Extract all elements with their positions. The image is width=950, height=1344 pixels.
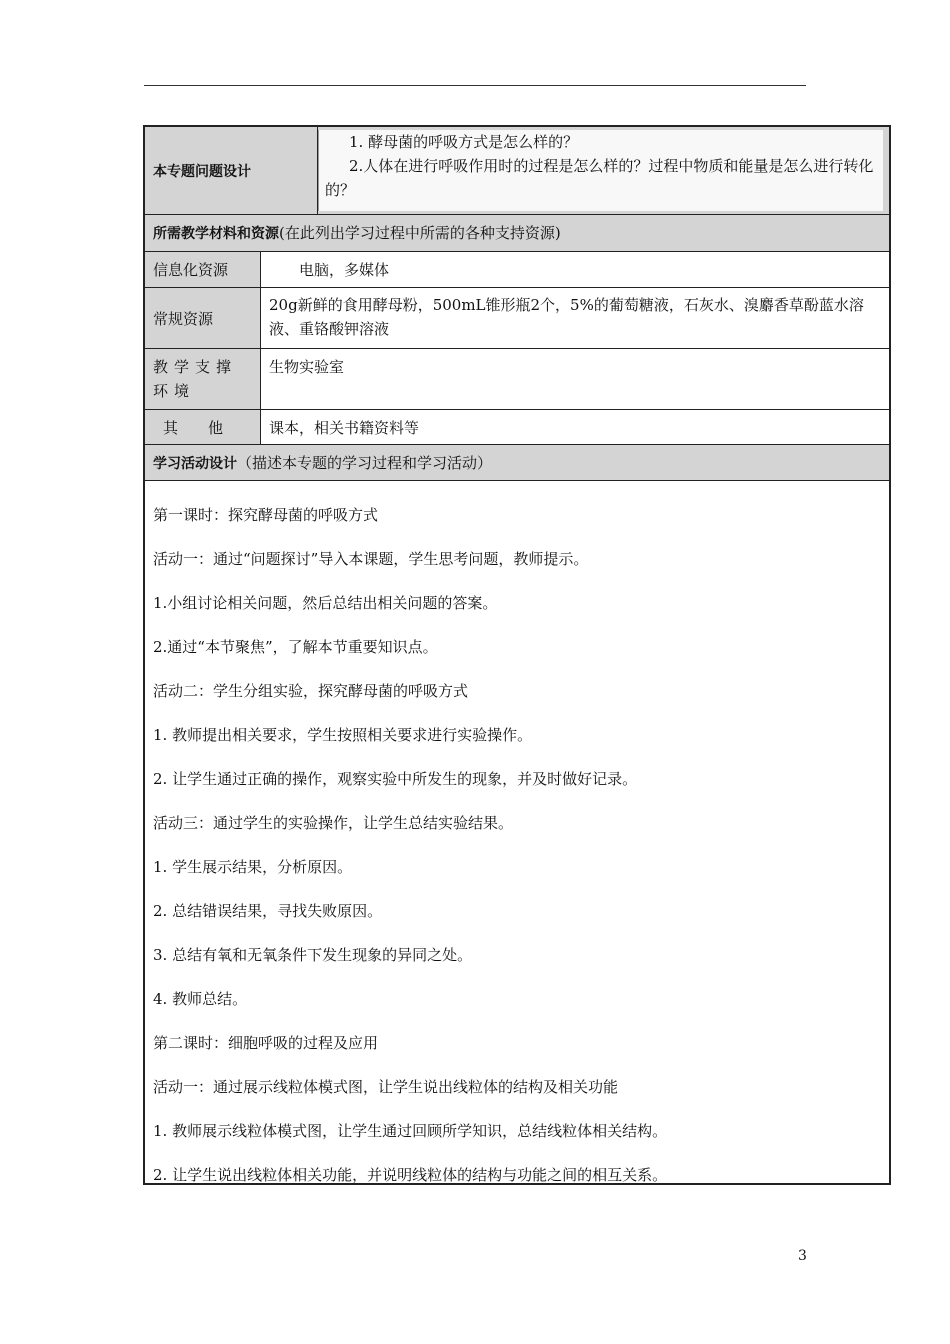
activity-item: 2. 让学生说出线粒体相关功能，并说明线粒体的结构与功能之间的相互关系。 bbox=[153, 1166, 668, 1184]
material-label: 信息化资源 bbox=[145, 252, 261, 287]
activity-item: 活动一：通过展示线粒体模式图，让学生说出线粒体的结构及相关功能 bbox=[153, 1078, 619, 1096]
question-2: 2.人体在进行呼吸作用时的过程是怎么样的？过程中物质和能量是怎么进行转化的？ bbox=[325, 157, 874, 199]
activity-item: 2.通过“本节聚焦”，了解本节重要知识点。 bbox=[153, 638, 438, 656]
activity-item: 3. 总结有氧和无氧条件下发生现象的异同之处。 bbox=[153, 946, 473, 964]
activity-item: 活动二：学生分组实验，探究酵母菌的呼吸方式 bbox=[153, 682, 469, 700]
header-rule bbox=[144, 85, 806, 86]
activity-item: 2. 总结错误结果，寻找失败原因。 bbox=[153, 902, 383, 920]
material-value: 电脑，多媒体 bbox=[269, 261, 390, 279]
activities-header-note: （描述本专题的学习过程和学习活动） bbox=[237, 454, 493, 472]
material-row-other bbox=[145, 410, 889, 445]
material-value: 20g新鲜的食用酵母粉，500mL锥形瓶2个，5%的葡萄糖液，石灰水、溴麝香草酚蓝水溶液、重铬酸钾溶液 bbox=[269, 296, 864, 338]
activities-header-row bbox=[145, 445, 889, 481]
material-label: 教学支撑环境 bbox=[145, 349, 261, 409]
activities-body-row bbox=[145, 481, 889, 1183]
materials-header-note: (在此列出学习过程中所需的各种支持资源) bbox=[279, 224, 561, 242]
activities-header bbox=[145, 445, 889, 480]
materials-header bbox=[145, 215, 889, 251]
question-1: 1. 酵母菌的呼吸方式是怎么样的？ bbox=[349, 133, 579, 151]
material-value: 生物实验室 bbox=[269, 358, 345, 376]
activity-item: 1. 教师提出相关要求，学生按照相关要求进行实验操作。 bbox=[153, 726, 533, 744]
activities-list bbox=[145, 481, 889, 1183]
materials-header-row bbox=[145, 215, 889, 252]
activity-item: 活动三：通过学生的实验操作，让学生总结实验结果。 bbox=[153, 814, 514, 832]
materials-header-title: 所需教学材料和资源 bbox=[153, 226, 279, 242]
problem-design-questions bbox=[318, 130, 883, 211]
material-row-environment bbox=[145, 349, 889, 410]
activity-item: 1.小组讨论相关问题，然后总结出相关问题的答案。 bbox=[153, 594, 498, 612]
material-row-info bbox=[145, 252, 889, 288]
page-number: 3 bbox=[798, 1248, 807, 1264]
material-label: 其 他 bbox=[145, 410, 261, 444]
problem-design-label: 本专题问题设计 bbox=[145, 127, 318, 214]
problem-design-row bbox=[145, 127, 889, 215]
activity-item: 1. 学生展示结果，分析原因。 bbox=[153, 858, 353, 876]
material-row-regular bbox=[145, 288, 889, 349]
lesson-plan-table bbox=[143, 125, 891, 1185]
material-value: 课本，相关书籍资料等 bbox=[269, 419, 420, 437]
activity-item: 1. 教师展示线粒体模式图，让学生通过回顾所学知识，总结线粒体相关结构。 bbox=[153, 1122, 668, 1140]
activity-item: 4. 教师总结。 bbox=[153, 990, 248, 1008]
activity-item: 第一课时：探究酵母菌的呼吸方式 bbox=[153, 506, 379, 524]
activities-header-title: 学习活动设计 bbox=[153, 456, 237, 472]
activity-item: 2. 让学生通过正确的操作，观察实验中所发生的现象，并及时做好记录。 bbox=[153, 770, 638, 788]
activity-item: 第二课时：细胞呼吸的过程及应用 bbox=[153, 1034, 379, 1052]
material-label: 常规资源 bbox=[145, 288, 261, 348]
activity-item: 活动一：通过“问题探讨”导入本课题，学生思考问题，教师提示。 bbox=[153, 550, 589, 568]
